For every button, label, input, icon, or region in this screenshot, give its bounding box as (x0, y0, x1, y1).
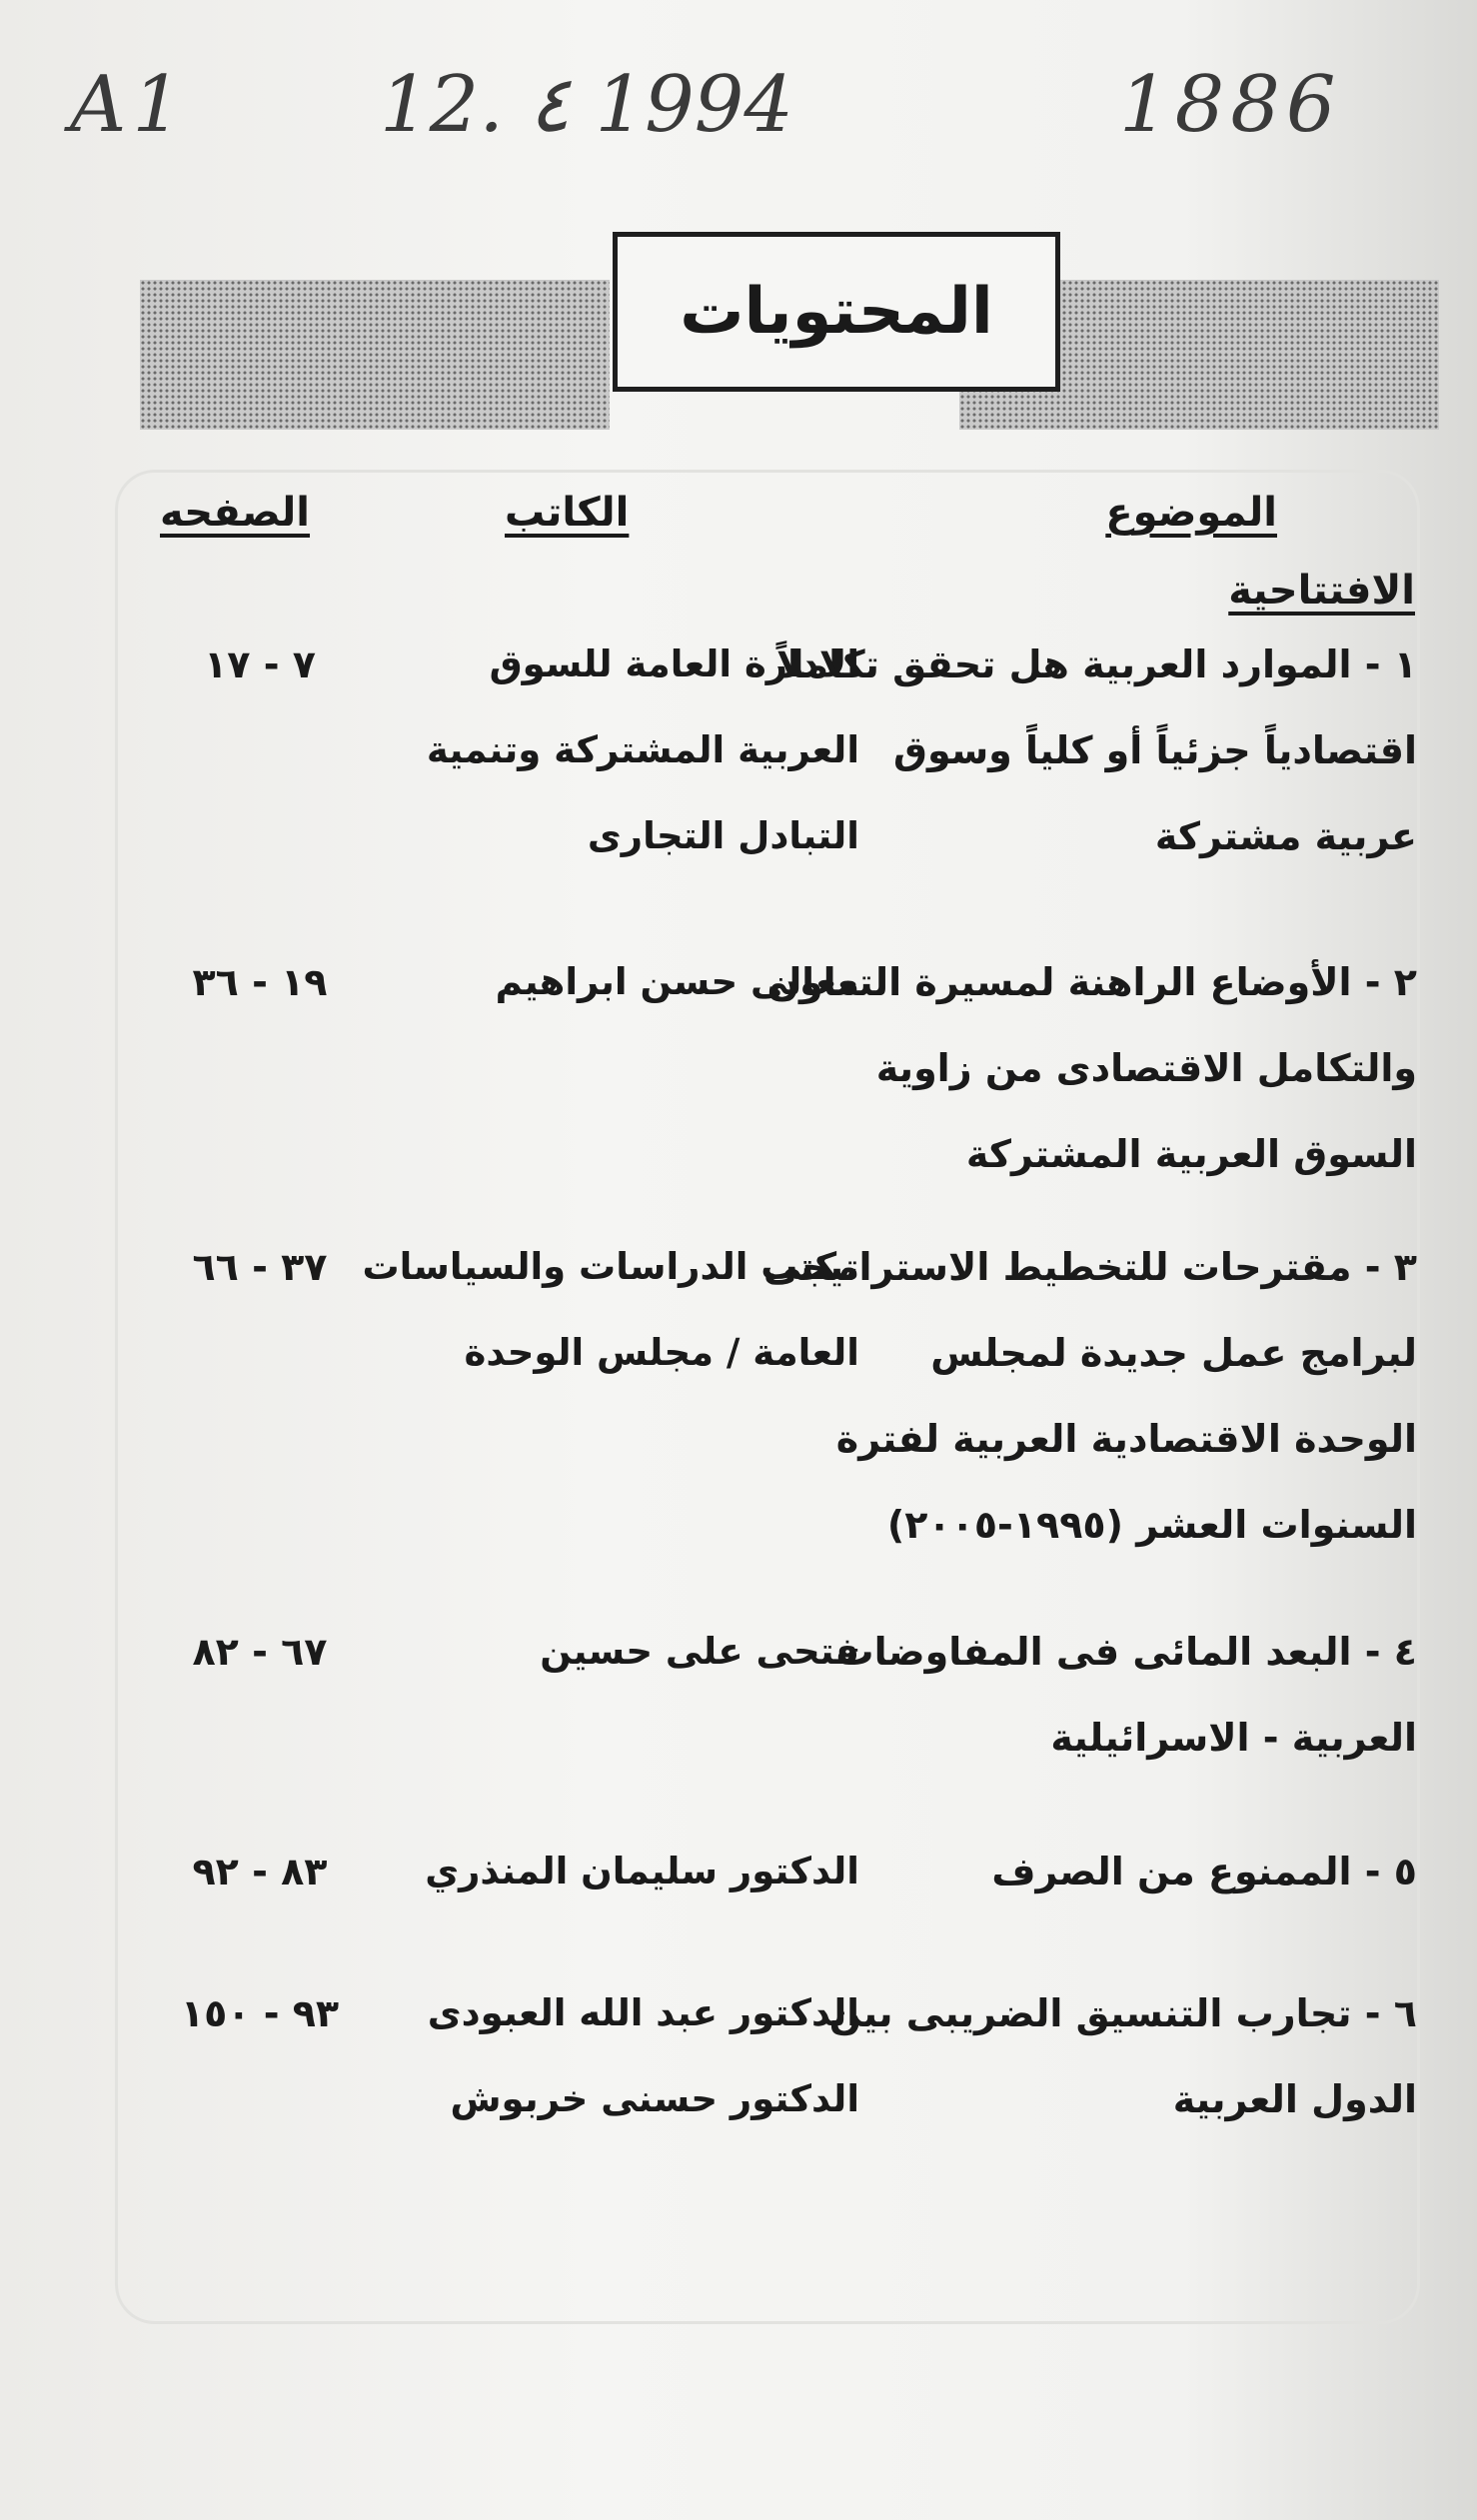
author-line: التبادل التجارى (587, 814, 859, 857)
author-line: مكتب الدراسات والسياسات (362, 1245, 859, 1288)
author-line: العربية المشتركة وتنمية (426, 728, 859, 771)
title-box (613, 232, 1060, 392)
entry-author (390, 1829, 859, 1914)
author-line: معالى حسن ابراهيم (495, 960, 859, 1003)
header-author: الكاتب (505, 490, 630, 536)
entry-subject (762, 1224, 1417, 1568)
header-page: الصفحه (160, 490, 311, 536)
author-line: فتحى على حسين (540, 1630, 859, 1673)
subject-line: لبرامج عمل جديدة لمجلس (930, 1331, 1417, 1375)
entry-subject (835, 1609, 1417, 1781)
author-line: الدكتور سليمان المنذري (425, 1850, 859, 1892)
entry-author (390, 622, 859, 879)
entry-author (390, 1609, 859, 1695)
entry-subject (828, 1970, 1417, 2142)
entry-pages: ١٩ - ٣٦ (192, 960, 328, 1004)
halftone-band-left (140, 280, 610, 430)
subject-line: ٣ - مقترحات للتخطيط الاستراتيجى (762, 1245, 1417, 1289)
author-line: الدكتور حسنى خربوش (450, 2077, 859, 2120)
author-line: الادارة العامة للسوق (489, 642, 859, 685)
subject-line: السنوات العشر (١٩٩٥-٢٠٠٥) (886, 1503, 1417, 1547)
subject-line: السوق العربية المشتركة (965, 1132, 1417, 1176)
author-line: الدكتور عبد الله العبودى (427, 1991, 859, 2034)
subject-line: والتكامل الاقتصادى من زاوية (875, 1046, 1417, 1090)
entry-pages: ٦٧ - ٨٢ (192, 1630, 328, 1674)
author-line: العامة / مجلس الوحدة (464, 1331, 859, 1374)
entry-pages: ٧ - ١٧ (204, 642, 316, 686)
subject-line: الدول العربية (1172, 2077, 1417, 2121)
entry-author (390, 1970, 859, 2142)
subject-line: العربية - الاسرائيلية (1050, 1716, 1417, 1760)
entry-pages: ٣٧ - ٦٦ (192, 1245, 328, 1289)
subject-line: عربية مشتركة (1154, 814, 1417, 858)
entry-author (390, 939, 859, 1025)
entry-pages: ٨٣ - ٩٢ (192, 1850, 328, 1893)
subject-line: اقتصادياً جزئياً أو كلياً وسوق (893, 728, 1417, 772)
subject-line: ٥ - الممنوع من الصرف (991, 1850, 1417, 1893)
handwritten-date: 12. ٤ 1994 (380, 60, 794, 150)
entry-subject (857, 1829, 1417, 1914)
subject-line: ٦ - تجارب التنسيق الضريبى بين (828, 1991, 1417, 2035)
handwritten-annotation (0, 60, 1477, 200)
subject-line: ٢ - الأوضاع الراهنة لمسيرة التعاون (766, 960, 1417, 1004)
header-subject: الموضوع (1105, 490, 1277, 536)
subject-line: ١ - الموارد العربية هل تحقق تكاملاً (775, 642, 1417, 686)
subject-line: الوحدة الاقتصادية العربية لفترة (835, 1417, 1417, 1461)
handwritten-code: A1 (70, 60, 188, 150)
entry-author (362, 1224, 859, 1396)
entry-subject (775, 622, 1417, 879)
subject-line: ٤ - البعد المائى فى المفاوضات (835, 1630, 1417, 1674)
entry-pages: ٩٣ - ١٥٠ (180, 1991, 340, 2035)
handwritten-number: 1886 (1119, 60, 1342, 150)
page-title: المحتويات (680, 275, 993, 349)
entry-subject (766, 939, 1417, 1197)
section-label: الافتتاحية (1228, 568, 1415, 614)
